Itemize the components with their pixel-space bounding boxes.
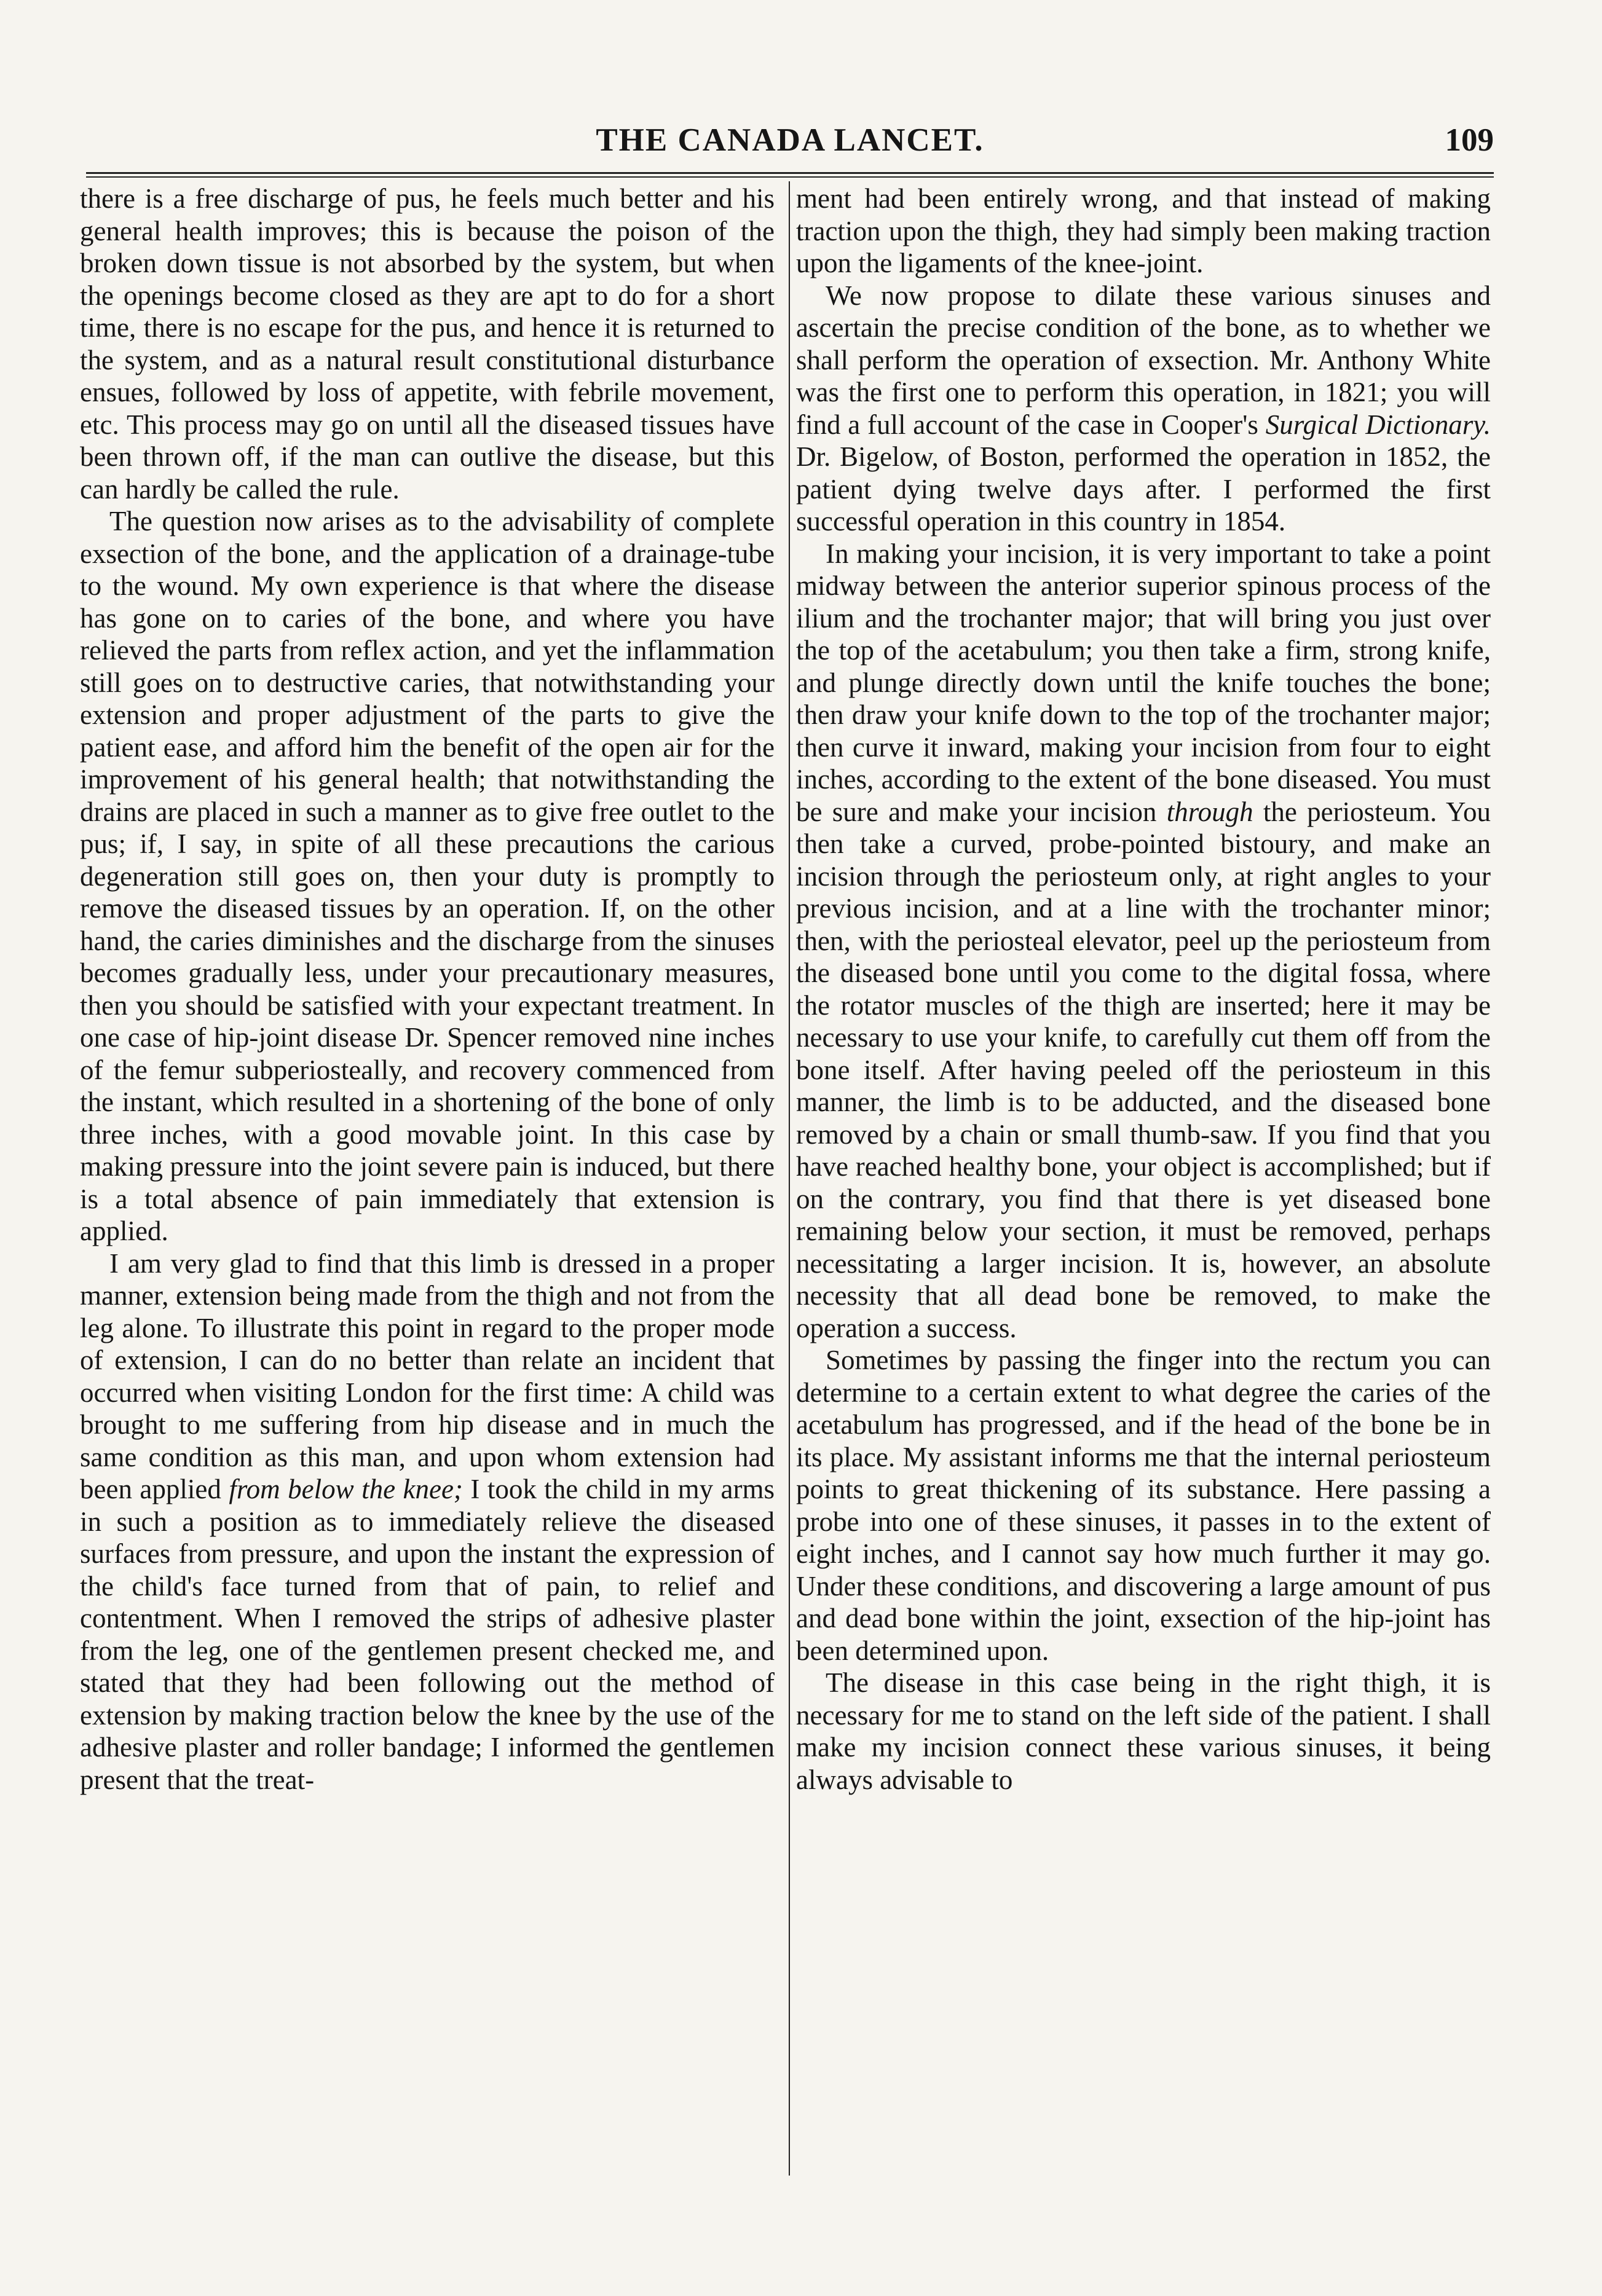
paragraph: ment had been entirely wrong, and that instead of making traction upon the thigh, they had simply been making traction upon the ligaments of the knee-joint.	[796, 183, 1491, 278]
right-column	[796, 183, 1491, 1796]
text-run: the periosteum. You then take a curved, probe-pointed bistoury, and make an incision through the periosteum only, at right angles to your previous incision, and at a line with the trochanter minor; then, with the periosteal elevator, peel up the periosteum from the diseased bone until you come to the digital fossa, where the rotator muscles of the thigh are inserted; here it may be necessary to use your knife, to carefully cut them off from the bone itself. After having peeled off the periosteum in this manner, the limb is to be adducted, and the diseased bone removed by a chain or small thumb-saw. If you find that you have reached healthy bone, your object is accomplished; but if on the contrary, you find that there is yet diseased bone remaining below your section, it must be removed, perhaps necessitating a larger incision. It is, however, an absolute necessity that all dead bone be removed, to make the operation a success.	[796, 796, 1491, 1343]
page-number: 109	[1445, 122, 1494, 158]
text-run: Dr. Bigelow, of Boston, performed the operation in 1852, the patient dying twelve days after. I performed the first successful operation in this country in 1854.	[796, 441, 1491, 537]
paragraph	[796, 538, 1491, 1345]
italic-text: through	[1166, 796, 1253, 827]
paragraph: there is a free discharge of pus, he feels much better and his general health improves; this is because the poison of the broken down tissue is not absorbed by the system, but when the openings become closed as they are apt to do for a short time, there is no escape for the pus, and hence it is returned to the system, and as a natural result constitutional disturbance ensues, followed by loss of appetite, with febrile movement, etc. This process may go on until all the diseased tissues have been thrown off, if the man can outlive the disease, but this can hardly be called the rule.	[80, 183, 775, 505]
journal-title: THE CANADA LANCET.	[596, 122, 984, 158]
text-run: In making your incision, it is very important to take a point midway between the anterior superior spinous process of the ilium and the trochanter major; that will bring you just over the top of the acetabulum; you then take a firm, strong knife, and plunge directly down until the knife touches the bone; then draw your knife down to the top of the trochanter major; then curve it inward, making your incision from four to eight inches, according to the extent of the bone diseased. You must be sure and make your incision	[796, 538, 1491, 827]
paragraph: The disease in this case being in the right thigh, it is necessary for me to stand on the left side of the patient. I shall make my incision connect these various sinuses, it being always advisable to	[796, 1667, 1491, 1795]
text-run: I am very glad to find that this limb is dressed in a proper manner, extension being made from the thigh and not from the leg alone. To illustrate this point in regard to the proper mode of extension, I can do no better than relate an incident that occurred when visiting London for the first time: A child was brought to me suffering from hip disease and in much the same condition as this man, and upon whom extension had been applied	[80, 1248, 775, 1504]
italic-text: Surgical Dictionary.	[1265, 409, 1491, 440]
running-header	[86, 117, 1494, 166]
italic-text: from below the knee;	[229, 1474, 463, 1504]
paragraph: Sometimes by passing the finger into the rectum you can determine to a certain extent to what degree the caries of the acetabulum has progressed, and if the head of the bone be in its place. My assistant informs me that the internal periosteum points to great thickening of its substance. Here passing a probe into one of these sinuses, it passes in to the extent of eight inches, and I cannot say how much further it may go. Under these conditions, and discovering a large amount of pus and dead bone within the joint, exsection of the hip-joint has been determined upon.	[796, 1345, 1491, 1666]
column-divider	[789, 181, 790, 2176]
paragraph	[80, 1248, 775, 1796]
header-rule	[86, 172, 1494, 178]
paragraph: The question now arises as to the advisability of complete exsection of the bone, and the application of a drainage-tube to the wound. My own experience is that where the disease has gone on to caries of the bone, and where you have relieved the parts from reflex action, and yet the inflammation still goes on to destructive caries, that notwithstanding your extension and proper adjustment of the parts to give the patient ease, and afford him the benefit of the open air for the improvement of his general health; that notwithstanding the drains are placed in such a manner as to give free outlet to the pus; if, I say, in spite of all these precautions the carious degeneration still goes on, then your duty is promptly to remove the diseased tissues by an operation. If, on the other hand, the caries diminishes and the discharge from the sinuses becomes gradually less, under your precautionary measures, then you should be satisfied with your expectant treatment. In one case of hip-joint disease Dr. Spencer removed nine inches of the femur subperiosteally, and recovery commenced from the instant, which resulted in a shortening of the bone of only three inches, with a good movable joint. In this case by making pressure into the joint severe pain is induced, but there is a total absence of pain immediately that extension is applied.	[80, 506, 775, 1246]
text-run: We now propose to dilate these various sinuses and ascertain the precise condition of the bone, as to whether we shall perform the operation of exsection. Mr. Anthony White was the first one to perform this operation, in 1821; you will find a full account of the case in Cooper's	[796, 280, 1491, 440]
left-column	[80, 183, 775, 1796]
text-run: I took the child in my arms in such a position as to immediately relieve the diseased surfaces from pressure, and upon the instant the expression of the child's face turned from that of pain, to relief and contentment. When I removed the strips of adhesive plaster from the leg, one of the gentlemen present checked me, and stated that they had been following out the method of extension by making traction below the knee by the use of the adhesive plaster and roller bandage; I informed the gentlemen present that the treat-	[80, 1474, 775, 1795]
paragraph	[796, 280, 1491, 538]
